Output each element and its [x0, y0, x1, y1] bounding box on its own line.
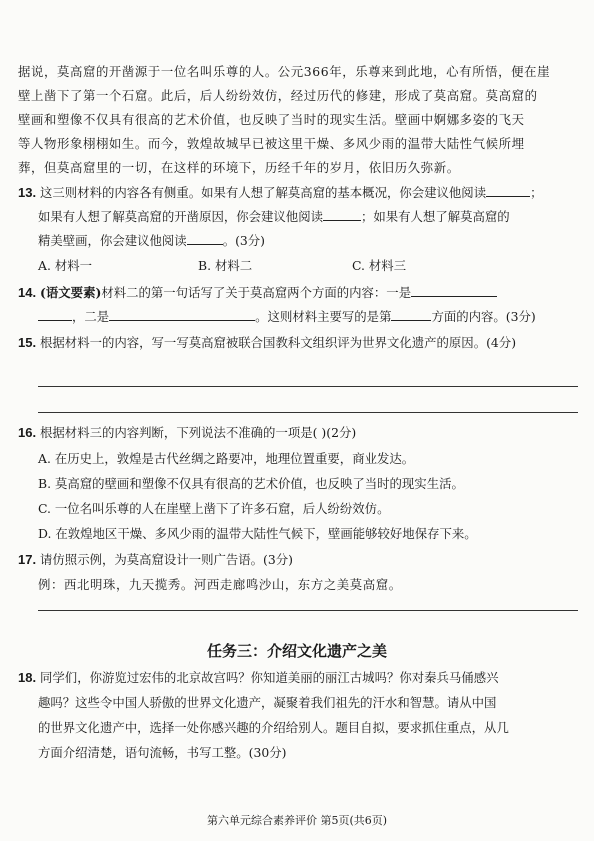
- question-text: 的世界文化遗产中，选择一处你感兴趣的介绍给别人。题目自拟，要求抓住重点，从几: [38, 720, 509, 735]
- answer-blank[interactable]: [486, 184, 530, 197]
- answer-blank[interactable]: [187, 232, 223, 245]
- question-text: ；: [530, 185, 543, 200]
- page-footer: 第六单元综合素养评价 第5页(共6页): [206, 814, 388, 827]
- option-a[interactable]: A. 材料一: [38, 258, 92, 273]
- passage-line: 据说，莫高窟的开凿源于一位名叫乐尊的人。公元366年，乐尊来到此地，心有所悟，便在崖: [18, 64, 551, 79]
- answer-blank[interactable]: [323, 208, 361, 221]
- question-text: 请仿照示例，为莫高窟设计一则广告语。(3分): [40, 552, 294, 567]
- question-text: 。这则材料主要写的是第: [255, 309, 392, 324]
- option-a[interactable]: A. 在历史上，敦煌是古代丝绸之路要冲，地理位置重要，商业发达。: [38, 451, 415, 466]
- question-text: ；如果有人想了解莫高窟的: [360, 209, 510, 224]
- question-text: 趣吗？这些令中国人骄傲的世界文化遗产，凝聚着我们祖先的汗水和智慧。请从中国: [38, 695, 497, 710]
- passage-line: 壁上凿下了第一个石窟。此后，后人纷纷效仿，经过历代的修建，形成了莫高窟。莫高窟的: [18, 88, 538, 103]
- option-b[interactable]: B. 莫高窟的壁画和塑像不仅具有很高的艺术价值，也反映了当时的现实生活。: [38, 476, 464, 491]
- answer-blank[interactable]: [391, 308, 431, 321]
- passage-line: 葬，但莫高窟里的一切，在这样的环境下，历经千年的岁月，依旧历久弥新。: [18, 160, 460, 175]
- answer-blank[interactable]: [109, 308, 255, 321]
- question-text: 方面介绍清楚，语句流畅，书写工整。(30分): [38, 745, 287, 760]
- option-d[interactable]: D. 在敦煌地区干燥、多风少雨的温带大陆性气候下，壁画能够较好地保存下来。: [38, 526, 477, 541]
- question-number: 18.: [18, 670, 37, 685]
- answer-line[interactable]: [38, 610, 578, 611]
- question-number: 17.: [18, 552, 37, 567]
- question-number: 14.: [18, 285, 37, 300]
- question-text: 根据材料一的内容，写一写莫高窟被联合国教科文组织评为世界文化遗产的原因。(4分): [40, 335, 517, 350]
- question-text: 这三则材料的内容各有侧重。如果有人想了解莫高窟的基本概况，你会建议他阅读: [40, 185, 487, 200]
- question-number: 16.: [18, 425, 37, 440]
- question-tag: (语文要素): [40, 285, 102, 300]
- option-b[interactable]: B. 材料二: [198, 258, 253, 273]
- question-number: 15.: [18, 335, 37, 350]
- section-title: 任务三：介绍文化遗产之美: [206, 642, 387, 660]
- question-text: 如果有人想了解莫高窟的开凿原因，你会建议他阅读: [38, 209, 323, 224]
- question-text: ，二是: [72, 309, 110, 324]
- example-text: 例：西北明珠，九天揽秀。河西走廊鸣沙山，东方之美莫高窟。: [38, 577, 402, 592]
- question-text: 根据材料三的内容判断，下列说法不准确的一项是( )(2分): [40, 425, 357, 440]
- question-text: 方面的内容。(3分): [431, 309, 536, 324]
- answer-line[interactable]: [38, 412, 578, 413]
- answer-blank[interactable]: [38, 308, 72, 321]
- option-c[interactable]: C. 材料三: [352, 258, 407, 273]
- passage-line: 等人物形象栩栩如生。而今，敦煌故城早已被这里干燥、多风少雨的温带大陆性气候所埋: [18, 136, 525, 151]
- question-text: 同学们，你游览过宏伟的北京故宫吗？你知道美丽的丽江古城吗？你对秦兵马俑感兴: [40, 670, 499, 685]
- option-c[interactable]: C. 一位名叫乐尊的人在崖壁上凿下了许多石窟，后人纷纷效仿。: [38, 501, 390, 516]
- question-text: 精美壁画，你会建议他阅读: [38, 233, 187, 248]
- question-number: 13.: [18, 185, 37, 200]
- answer-blank[interactable]: [411, 284, 497, 297]
- question-text: 材料二的第一句话写了关于莫高窟两个方面的内容：一是: [101, 285, 412, 300]
- passage-line: 壁画和塑像不仅具有很高的艺术价值，也反映了当时的现实生活。壁画中婀娜多姿的飞天: [18, 112, 525, 127]
- question-text: 。(3分): [222, 233, 266, 248]
- answer-line[interactable]: [38, 386, 578, 387]
